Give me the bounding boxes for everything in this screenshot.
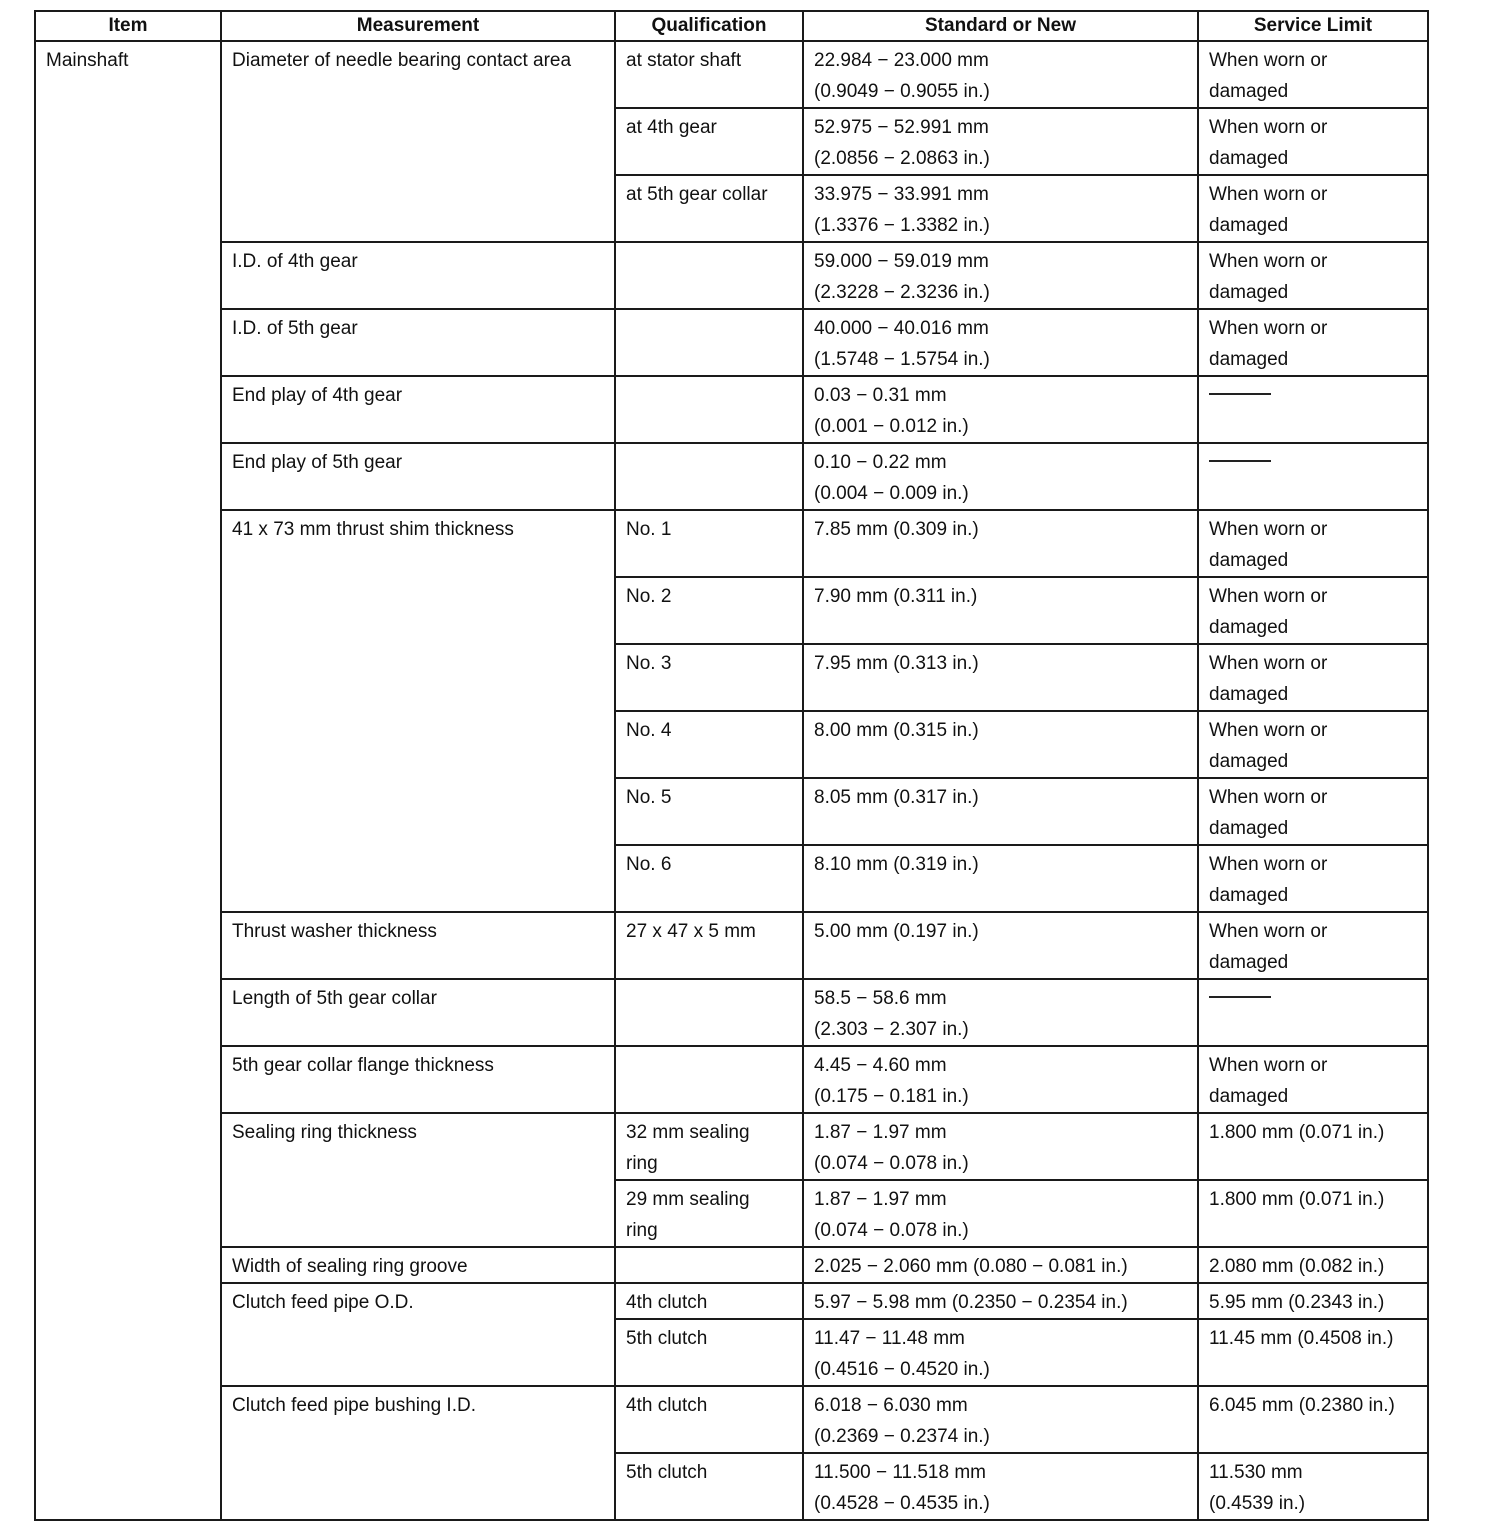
limit-cell: 1.800 mm (0.071 in.) xyxy=(1198,1113,1428,1180)
standard-cell: 8.00 mm (0.315 in.) xyxy=(803,711,1198,778)
standard-cell: 0.03 − 0.31 mm (0.001 − 0.012 in.) xyxy=(803,376,1198,443)
measurement-cell: 41 x 73 mm thrust shim thickness xyxy=(221,510,615,912)
standard-cell: 11.500 − 11.518 mm (0.4528 − 0.4535 in.) xyxy=(803,1453,1198,1520)
standard-cell: 7.85 mm (0.309 in.) xyxy=(803,510,1198,577)
measurement-cell: I.D. of 4th gear xyxy=(221,242,615,309)
limit-cell: 1.800 mm (0.071 in.) xyxy=(1198,1180,1428,1247)
table-row xyxy=(35,1247,1428,1283)
limit-cell: When worn or damaged xyxy=(1198,711,1428,778)
table-row xyxy=(35,1113,1428,1180)
qualification-cell: No. 4 xyxy=(615,711,803,778)
table-row xyxy=(35,309,1428,376)
no-limit-dash xyxy=(1209,996,1271,998)
qualification-cell: No. 3 xyxy=(615,644,803,711)
no-limit-dash xyxy=(1209,460,1271,462)
measurement-cell: Clutch feed pipe O.D. xyxy=(221,1283,615,1386)
mainshaft-spec-table xyxy=(34,10,1429,1521)
standard-cell: 33.975 − 33.991 mm (1.3376 − 1.3382 in.) xyxy=(803,175,1198,242)
table-row xyxy=(35,376,1428,443)
limit-cell: When worn or damaged xyxy=(1198,175,1428,242)
standard-cell: 59.000 − 59.019 mm (2.3228 − 2.3236 in.) xyxy=(803,242,1198,309)
qualification-cell: at 4th gear xyxy=(615,108,803,175)
table-row xyxy=(35,912,1428,979)
qualification-cell xyxy=(615,309,803,376)
table-row xyxy=(35,443,1428,510)
standard-cell: 40.000 − 40.016 mm (1.5748 − 1.5754 in.) xyxy=(803,309,1198,376)
standard-cell: 7.90 mm (0.311 in.) xyxy=(803,577,1198,644)
measurement-cell: Sealing ring thickness xyxy=(221,1113,615,1247)
measurement-cell: 5th gear collar flange thickness xyxy=(221,1046,615,1113)
measurement-cell: Width of sealing ring groove xyxy=(221,1247,615,1283)
header-service-limit: Service Limit xyxy=(1198,11,1428,41)
table-row xyxy=(35,41,1428,108)
limit-cell: 6.045 mm (0.2380 in.) xyxy=(1198,1386,1428,1453)
standard-cell: 1.87 − 1.97 mm (0.074 − 0.078 in.) xyxy=(803,1113,1198,1180)
qualification-cell xyxy=(615,1046,803,1113)
standard-cell: 8.10 mm (0.319 in.) xyxy=(803,845,1198,912)
standard-cell: 22.984 − 23.000 mm (0.9049 − 0.9055 in.) xyxy=(803,41,1198,108)
measurement-cell: Thrust washer thickness xyxy=(221,912,615,979)
header-measurement: Measurement xyxy=(221,11,615,41)
qualification-cell: 5th clutch xyxy=(615,1453,803,1520)
limit-cell xyxy=(1198,979,1428,1046)
qualification-cell xyxy=(615,376,803,443)
limit-cell: When worn or damaged xyxy=(1198,845,1428,912)
standard-cell: 11.47 − 11.48 mm (0.4516 − 0.4520 in.) xyxy=(803,1319,1198,1386)
qualification-cell: 27 x 47 x 5 mm xyxy=(615,912,803,979)
limit-cell: 11.530 mm (0.4539 in.) xyxy=(1198,1453,1428,1520)
standard-cell: 6.018 − 6.030 mm (0.2369 − 0.2374 in.) xyxy=(803,1386,1198,1453)
spec-page xyxy=(34,10,1427,1521)
limit-cell: 2.080 mm (0.082 in.) xyxy=(1198,1247,1428,1283)
qualification-cell xyxy=(615,979,803,1046)
limit-cell: When worn or damaged xyxy=(1198,510,1428,577)
standard-cell: 7.95 mm (0.313 in.) xyxy=(803,644,1198,711)
standard-cell: 8.05 mm (0.317 in.) xyxy=(803,778,1198,845)
standard-cell: 4.45 − 4.60 mm (0.175 − 0.181 in.) xyxy=(803,1046,1198,1113)
qualification-cell: 32 mm sealing ring xyxy=(615,1113,803,1180)
limit-cell xyxy=(1198,376,1428,443)
table-row xyxy=(35,510,1428,577)
qualification-cell: 29 mm sealing ring xyxy=(615,1180,803,1247)
limit-cell: When worn or damaged xyxy=(1198,309,1428,376)
qualification-cell xyxy=(615,242,803,309)
header-item: Item xyxy=(35,11,221,41)
standard-cell: 5.00 mm (0.197 in.) xyxy=(803,912,1198,979)
measurement-cell: I.D. of 5th gear xyxy=(221,309,615,376)
limit-cell: When worn or damaged xyxy=(1198,242,1428,309)
standard-cell: 5.97 − 5.98 mm (0.2350 − 0.2354 in.) xyxy=(803,1283,1198,1319)
measurement-cell: End play of 5th gear xyxy=(221,443,615,510)
table-row xyxy=(35,1046,1428,1113)
qualification-cell xyxy=(615,1247,803,1283)
standard-cell: 0.10 − 0.22 mm (0.004 − 0.009 in.) xyxy=(803,443,1198,510)
qualification-cell xyxy=(615,443,803,510)
limit-cell: 11.45 mm (0.4508 in.) xyxy=(1198,1319,1428,1386)
no-limit-dash xyxy=(1209,393,1271,395)
limit-cell: 5.95 mm (0.2343 in.) xyxy=(1198,1283,1428,1319)
limit-cell: When worn or damaged xyxy=(1198,108,1428,175)
limit-cell xyxy=(1198,443,1428,510)
table-row xyxy=(35,979,1428,1046)
table-row xyxy=(35,242,1428,309)
qualification-cell: 4th clutch xyxy=(615,1283,803,1319)
standard-cell: 1.87 − 1.97 mm (0.074 − 0.078 in.) xyxy=(803,1180,1198,1247)
measurement-cell: Clutch feed pipe bushing I.D. xyxy=(221,1386,615,1520)
table-row xyxy=(35,1283,1428,1319)
qualification-cell: No. 2 xyxy=(615,577,803,644)
qualification-cell: at 5th gear collar xyxy=(615,175,803,242)
limit-cell: When worn or damaged xyxy=(1198,577,1428,644)
standard-cell: 58.5 − 58.6 mm (2.303 − 2.307 in.) xyxy=(803,979,1198,1046)
limit-cell: When worn or damaged xyxy=(1198,644,1428,711)
qualification-cell: No. 1 xyxy=(615,510,803,577)
standard-cell: 52.975 − 52.991 mm (2.0856 − 2.0863 in.) xyxy=(803,108,1198,175)
limit-cell: When worn or damaged xyxy=(1198,41,1428,108)
header-qualification: Qualification xyxy=(615,11,803,41)
qualification-cell: 4th clutch xyxy=(615,1386,803,1453)
limit-cell: When worn or damaged xyxy=(1198,912,1428,979)
table-row xyxy=(35,1386,1428,1453)
standard-cell: 2.025 − 2.060 mm (0.080 − 0.081 in.) xyxy=(803,1247,1198,1283)
measurement-cell: Length of 5th gear collar xyxy=(221,979,615,1046)
measurement-cell: End play of 4th gear xyxy=(221,376,615,443)
header-row xyxy=(35,11,1428,41)
limit-cell: When worn or damaged xyxy=(1198,778,1428,845)
qualification-cell: No. 5 xyxy=(615,778,803,845)
limit-cell: When worn or damaged xyxy=(1198,1046,1428,1113)
item-cell: Mainshaft xyxy=(35,41,221,1520)
qualification-cell: 5th clutch xyxy=(615,1319,803,1386)
qualification-cell: at stator shaft xyxy=(615,41,803,108)
qualification-cell: No. 6 xyxy=(615,845,803,912)
header-standard: Standard or New xyxy=(803,11,1198,41)
measurement-cell: Diameter of needle bearing contact area xyxy=(221,41,615,242)
